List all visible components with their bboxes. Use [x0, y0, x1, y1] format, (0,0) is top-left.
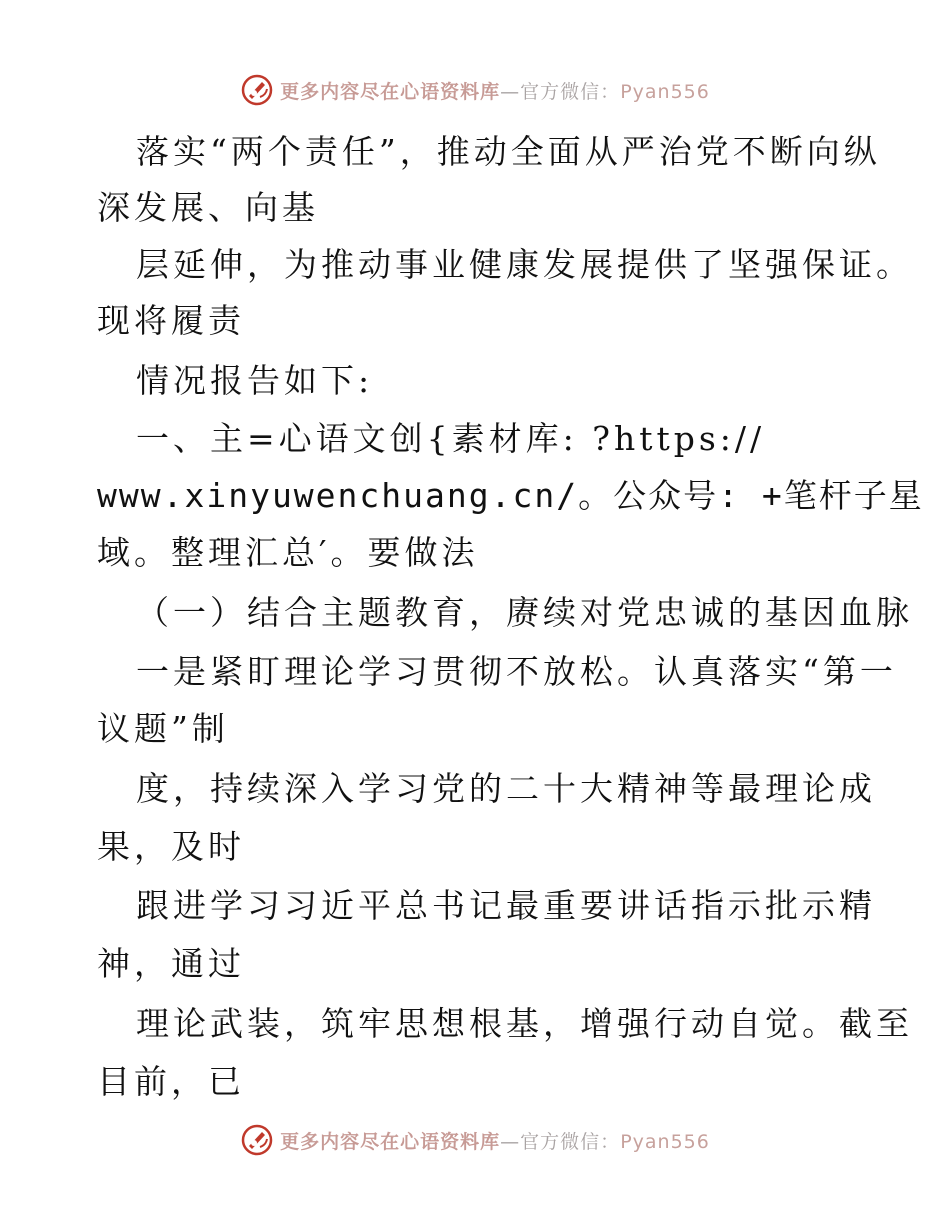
body-line: 域。整理汇总′。要做法 [97, 533, 479, 572]
body-line: 理论武装，筑牢思想根基，增强行动自觉。截至 [136, 1004, 913, 1043]
body-line: （一）结合主题教育，赓续对党忠诚的基因血脉 [136, 593, 913, 632]
body-line: 落实“两个责任”，推动全面从严治党不断向纵 [136, 132, 881, 171]
body-line: 现将履责 [97, 301, 245, 340]
body-line: 度，持续深入学习党的二十大精神等最理论成 [136, 769, 876, 808]
body-line: 深发展、向基 [97, 188, 319, 227]
footer-banner [0, 1120, 950, 1160]
body-line: www.xinyuwenchuang.cn/。公众号: +笔杆子星 [97, 476, 924, 515]
footer-banner-main: 更多内容尽在心语资料库 [280, 1130, 501, 1153]
header-banner [0, 70, 950, 110]
body-line: 果，及时 [97, 827, 245, 866]
header-banner-sub: —官方微信： [500, 80, 621, 103]
brush-seal-logo-icon [240, 1123, 274, 1157]
footer-banner-id: Pyan556 [620, 1130, 710, 1153]
body-line: 议题”制 [97, 709, 229, 748]
header-banner-id: Pyan556 [620, 80, 710, 103]
footer-banner-text [280, 1127, 710, 1154]
body-line: 一、主=心语文创{素材库: ?https:// [136, 419, 766, 458]
header-banner-text [280, 77, 710, 104]
brush-seal-logo-icon [240, 73, 274, 107]
body-line: 层延伸，为推动事业健康发展提供了坚强保证。 [136, 245, 913, 284]
body-line: 目前，已 [97, 1062, 245, 1101]
body-line: 神，通过 [97, 944, 245, 983]
body-line: 跟进学习习近平总书记最重要讲话指示批示精 [136, 886, 876, 925]
body-line: 一是紧盯理论学习贯彻不放松。认真落实“第一 [136, 652, 897, 691]
footer-banner-sub: —官方微信： [500, 1130, 621, 1153]
body-line: 情况报告如下: [136, 361, 374, 400]
header-banner-main: 更多内容尽在心语资料库 [280, 80, 501, 103]
